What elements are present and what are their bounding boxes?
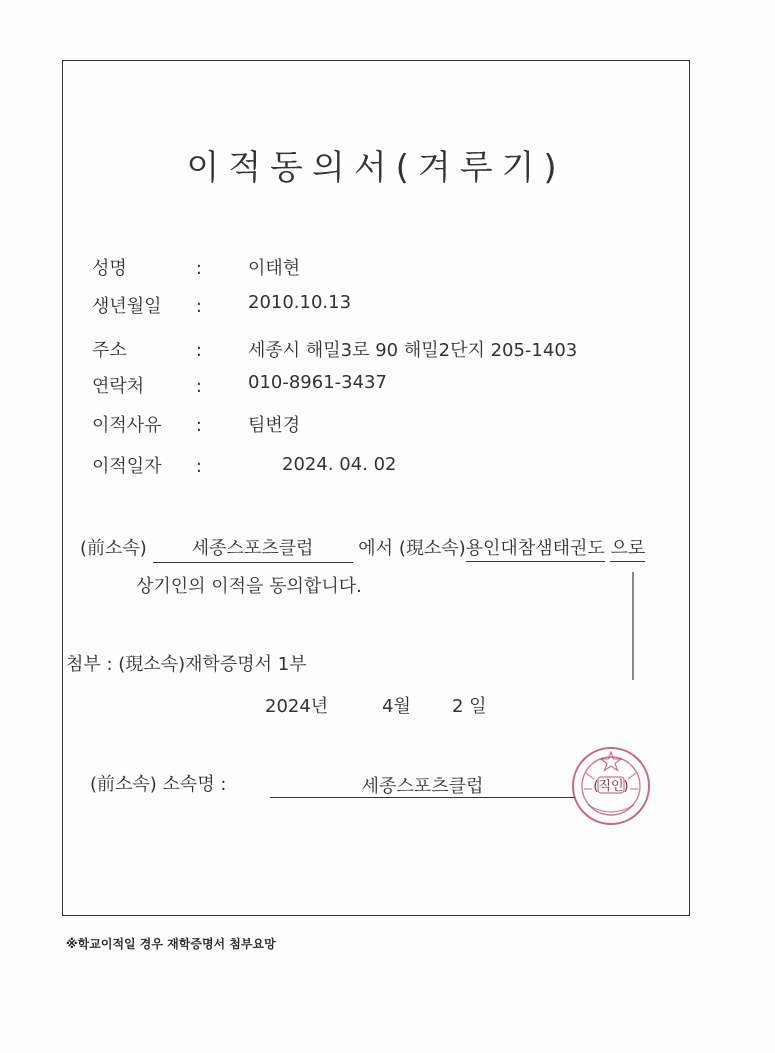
attachment-note: 첨부 : (現소속)재학증명서 1부	[66, 654, 307, 675]
name-row	[92, 254, 202, 280]
signature-label: (前소속) 소속명 :	[90, 774, 227, 795]
sign-date-month: 4월	[382, 696, 411, 717]
official-seal-icon	[570, 745, 652, 827]
date-row	[92, 452, 202, 478]
date-value: 2024. 04. 02	[282, 454, 397, 475]
consent-line	[80, 534, 645, 563]
sign-date-year: 2024년	[265, 696, 329, 717]
scan-margin-mark	[632, 572, 634, 680]
from-text: 에서	[358, 538, 394, 559]
birth-value: 2010.10.13	[248, 292, 352, 313]
prev-club-name: 세종스포츠클럽	[153, 534, 353, 563]
contact-label: 연락처 :	[92, 376, 202, 397]
document-title: 이적동의서(겨루기)	[186, 148, 566, 188]
reason-label: 이적사유 :	[92, 415, 202, 436]
birth-label: 생년월일 :	[92, 296, 202, 317]
contact-row	[92, 372, 202, 398]
reason-row	[92, 411, 202, 437]
address-label: 주소 :	[92, 340, 202, 361]
prev-affiliation-label: (前소속)	[80, 538, 147, 559]
birth-row	[92, 292, 202, 318]
name-label: 성명 :	[92, 258, 202, 279]
reason-value: 팀변경	[248, 415, 301, 436]
date-label: 이적일자 :	[92, 456, 202, 477]
contact-value: 010-8961-3437	[248, 372, 387, 393]
curr-affiliation-label: (現소속)	[398, 538, 466, 559]
signature-club-name: 세종스포츠클럽	[361, 776, 484, 797]
consent-statement: 상기인의 이적을 동의합니다.	[136, 576, 362, 597]
address-value: 세종시 해밀3로 90 해밀2단지 205-1403	[248, 340, 578, 361]
sign-date-day: 2 일	[452, 696, 487, 717]
footnote: ※학교이적일 경우 재학증명서 첨부요망	[66, 937, 276, 951]
address-row	[92, 336, 202, 362]
seal-mark-text: (직인)	[593, 779, 629, 794]
to-text: 으로	[610, 538, 645, 562]
curr-club-name: 용인대참샘태권도	[466, 538, 605, 562]
name-value: 이태현	[248, 258, 301, 279]
